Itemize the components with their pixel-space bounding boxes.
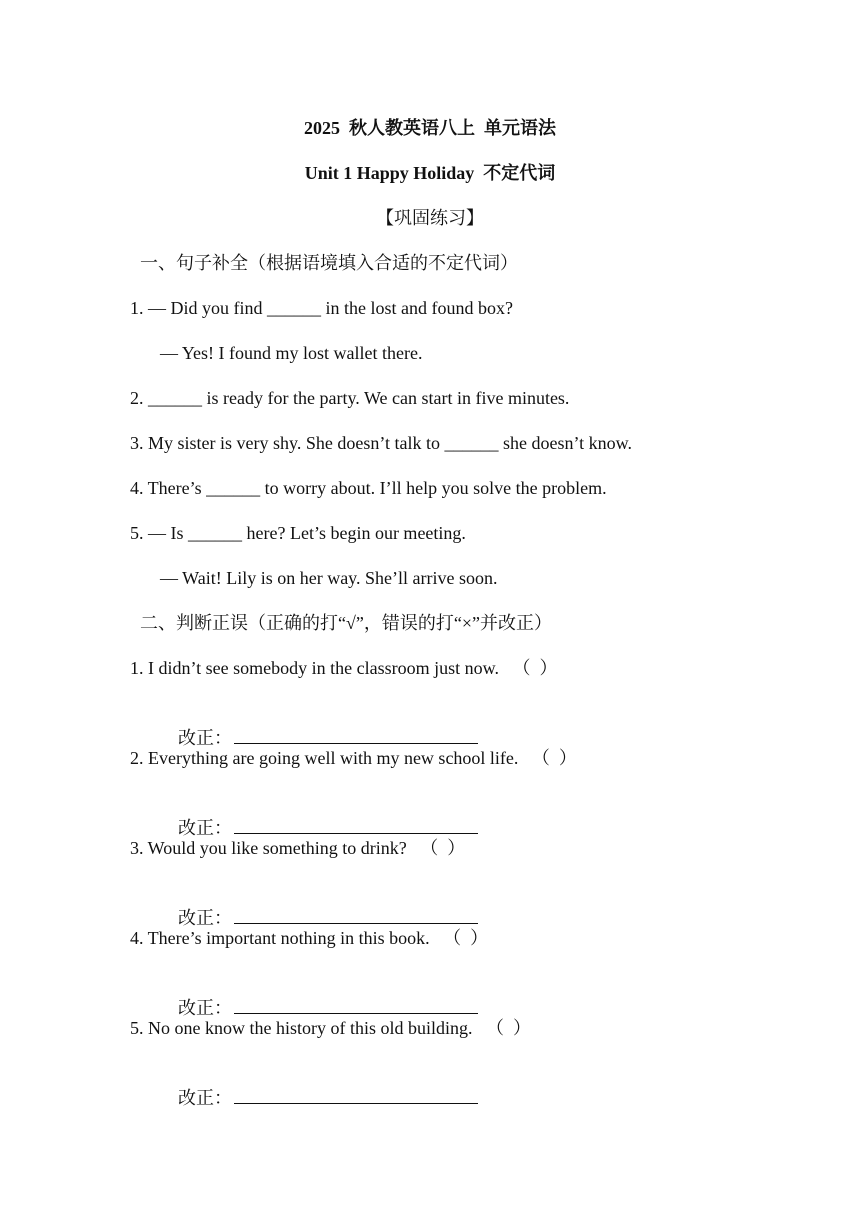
correction-answer-line[interactable] — [234, 995, 478, 1014]
page-title: 2025 秋人教英语八上 单元语法 — [304, 118, 556, 138]
s1-question-3: 3. My sister is very shy. She doesn’t talk to ______ she doesn’t know. — [130, 433, 632, 453]
correction-label: 改正： — [178, 908, 232, 928]
s2-question-3: 3. Would you like something to drink? （ ） — [130, 838, 466, 858]
correction-label: 改正： — [178, 818, 232, 838]
s2-question-5: 5. No one know the history of this old building. （ ） — [130, 1018, 531, 1038]
s2-correction-5 — [160, 1061, 478, 1134]
correction-label: 改正： — [178, 998, 232, 1018]
s1-question-4: 4. There’s ______ to worry about. I’ll help you solve the problem. — [130, 478, 607, 498]
correction-answer-line[interactable] — [234, 815, 478, 834]
s1-question-2: 2. ______ is ready for the party. We can start in five minutes. — [130, 388, 570, 408]
s2-question-2: 2. Everything are going well with my new school life. （ ） — [130, 748, 577, 768]
correction-answer-line[interactable] — [234, 905, 478, 924]
s1-question-5-reply: — Wait! Lily is on her way. She’ll arrive soon. — [160, 568, 498, 588]
section1-heading: 一、句子补全（根据语境填入合适的不定代词） — [140, 253, 518, 273]
correction-answer-line[interactable] — [234, 725, 478, 744]
unit-title: Unit 1 Happy Holiday 不定代词 — [304, 163, 556, 183]
s1-question-1-reply: — Yes! I found my lost wallet there. — [160, 343, 423, 363]
correction-answer-line[interactable] — [234, 1085, 478, 1104]
section2-heading: 二、判断正误（正确的打“√”，错误的打“×”并改正） — [140, 613, 552, 633]
s2-question-4: 4. There’s important nothing in this book. （ ） — [130, 928, 489, 948]
s1-question-5: 5. — Is ______ here? Let’s begin our meeting. — [130, 523, 466, 543]
correction-label: 改正： — [178, 728, 232, 748]
correction-label: 改正： — [178, 1088, 232, 1108]
s2-question-1: 1. I didn’t see somebody in the classroom just now. （ ） — [130, 658, 558, 678]
practice-heading: 【巩固练习】 — [376, 208, 484, 228]
s1-question-1: 1. — Did you find ______ in the lost and found box? — [130, 298, 513, 318]
